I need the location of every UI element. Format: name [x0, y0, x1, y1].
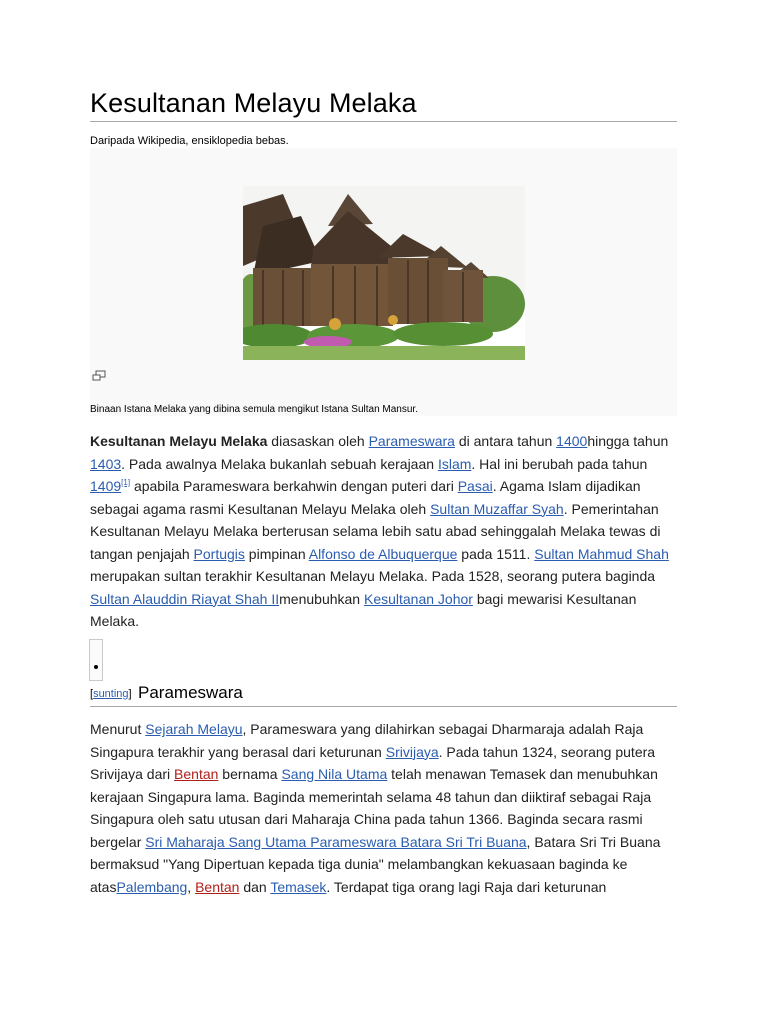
- page-title: Kesultanan Melayu Melaka: [90, 88, 677, 122]
- section-header: [90, 682, 677, 707]
- enlarge-icon[interactable]: [92, 370, 106, 382]
- link-bentan[interactable]: Bentan: [174, 766, 219, 782]
- link-kesultanan-johor[interactable]: Kesultanan Johor: [363, 590, 473, 607]
- figure-caption: Binaan Istana Melaka yang dibina semula mengikut Istana Sultan Mansur.: [90, 404, 418, 415]
- link-islam[interactable]: Islam: [437, 455, 472, 472]
- list-bullet: [89, 639, 103, 681]
- link-parameswara[interactable]: Parameswara: [368, 433, 455, 449]
- section-edit: [sunting]: [90, 688, 132, 700]
- link-bentan-2[interactable]: Bentan: [195, 878, 240, 895]
- link-srivijaya[interactable]: Srivijaya: [385, 743, 439, 760]
- link-year-1403[interactable]: 1403: [90, 455, 122, 472]
- link-sultan-alauddin[interactable]: Sultan Alauddin Riayat Shah II: [90, 590, 280, 607]
- section-heading: Parameswara: [138, 683, 243, 702]
- parameswara-paragraph: Menurut Sejarah Melayu, Parameswara yang dilahirkan sebagai Dharmaraja adalah Raja Singapura terakhir yang berasal dari keturunan Srivijaya. Pada tahun 1324, seorang putera Srivijaya dari Bentan bernama Sang Nila Utama telah menawan Temasek dan menubuhkan kerajaan Singapura lama. Baginda memerintah selama 48 tahun dan diiktiraf sebagai Raja Singapura oleh satu utusan dari Maharaja China pada tahun 1366. Baginda secara rasmi bergelar Sri Maharaja Sang Utama Parameswara Batara Sri Tri Buana, Batara Sri Tri Buana bermaksud "Yang Dipertuan kepada tiga dunia" melambangkan kekuasaan baginda ke atasPalembang, Bentan dan Temasek. Terdapat tiga orang lagi Raja dari keturunan: [90, 721, 661, 895]
- link-temasek[interactable]: Temasek: [270, 878, 327, 895]
- article-subject: Kesultanan Melayu Melaka: [90, 433, 268, 449]
- edit-section-link[interactable]: sunting: [93, 688, 129, 700]
- palace-photo[interactable]: [243, 186, 525, 360]
- intro-paragraph: Kesultanan Melayu Melaka diasaskan oleh Parameswara di antara tahun 1400hingga tahun 1403. Pada awalnya Melaka bukanlah sebuah kerajaan Islam. Hal ini berubah pada tahun 1409[1] apabila Parameswara berkahwin dengan puteri dari Pasai. Agama Islam dijadikan sebagai agama rasmi Kesultanan Melayu Melaka oleh Sultan Muzaffar Syah. Pemerintahan Kesultanan Melayu Melaka berterusan selama lebih satu abad sehinggalah Melaka tewas di tangan penjajah Portugis pimpinan Alfonso de Albuquerque pada 1511. Sultan Mahmud Shah merupakan sultan terakhir Kesultanan Melayu Melaka. Pada 1528, seorang putera baginda Sultan Alauddin Riayat Shah IImenubuhkan Kesultanan Johor bagi mewarisi Kesultanan Melaka.: [90, 433, 669, 629]
- thumbnail-figure: [90, 148, 677, 416]
- link-pasai[interactable]: Pasai: [457, 478, 493, 494]
- link-alfonso-de-albuquerque[interactable]: Alfonso de Albuquerque: [308, 545, 458, 562]
- link-portugis[interactable]: Portugis: [193, 545, 245, 562]
- reference-1[interactable]: [1]: [121, 478, 131, 487]
- link-sejarah-melayu[interactable]: Sejarah Melayu: [145, 721, 243, 737]
- link-sang-nila-utama[interactable]: Sang Nila Utama: [281, 766, 388, 782]
- link-palembang[interactable]: Palembang: [116, 878, 188, 895]
- link-year-1400[interactable]: 1400: [556, 433, 588, 449]
- link-sri-maharaja[interactable]: Sri Maharaja Sang Utama Parameswara Batara Sri Tri Buana: [145, 833, 527, 850]
- site-tagline: Daripada Wikipedia, ensiklopedia bebas.: [90, 135, 289, 147]
- link-sultan-mahmud-shah[interactable]: Sultan Mahmud Shah: [534, 545, 669, 562]
- link-year-1409[interactable]: 1409: [90, 478, 122, 494]
- link-sultan-muzaffar-syah[interactable]: Sultan Muzaffar Syah: [430, 500, 564, 517]
